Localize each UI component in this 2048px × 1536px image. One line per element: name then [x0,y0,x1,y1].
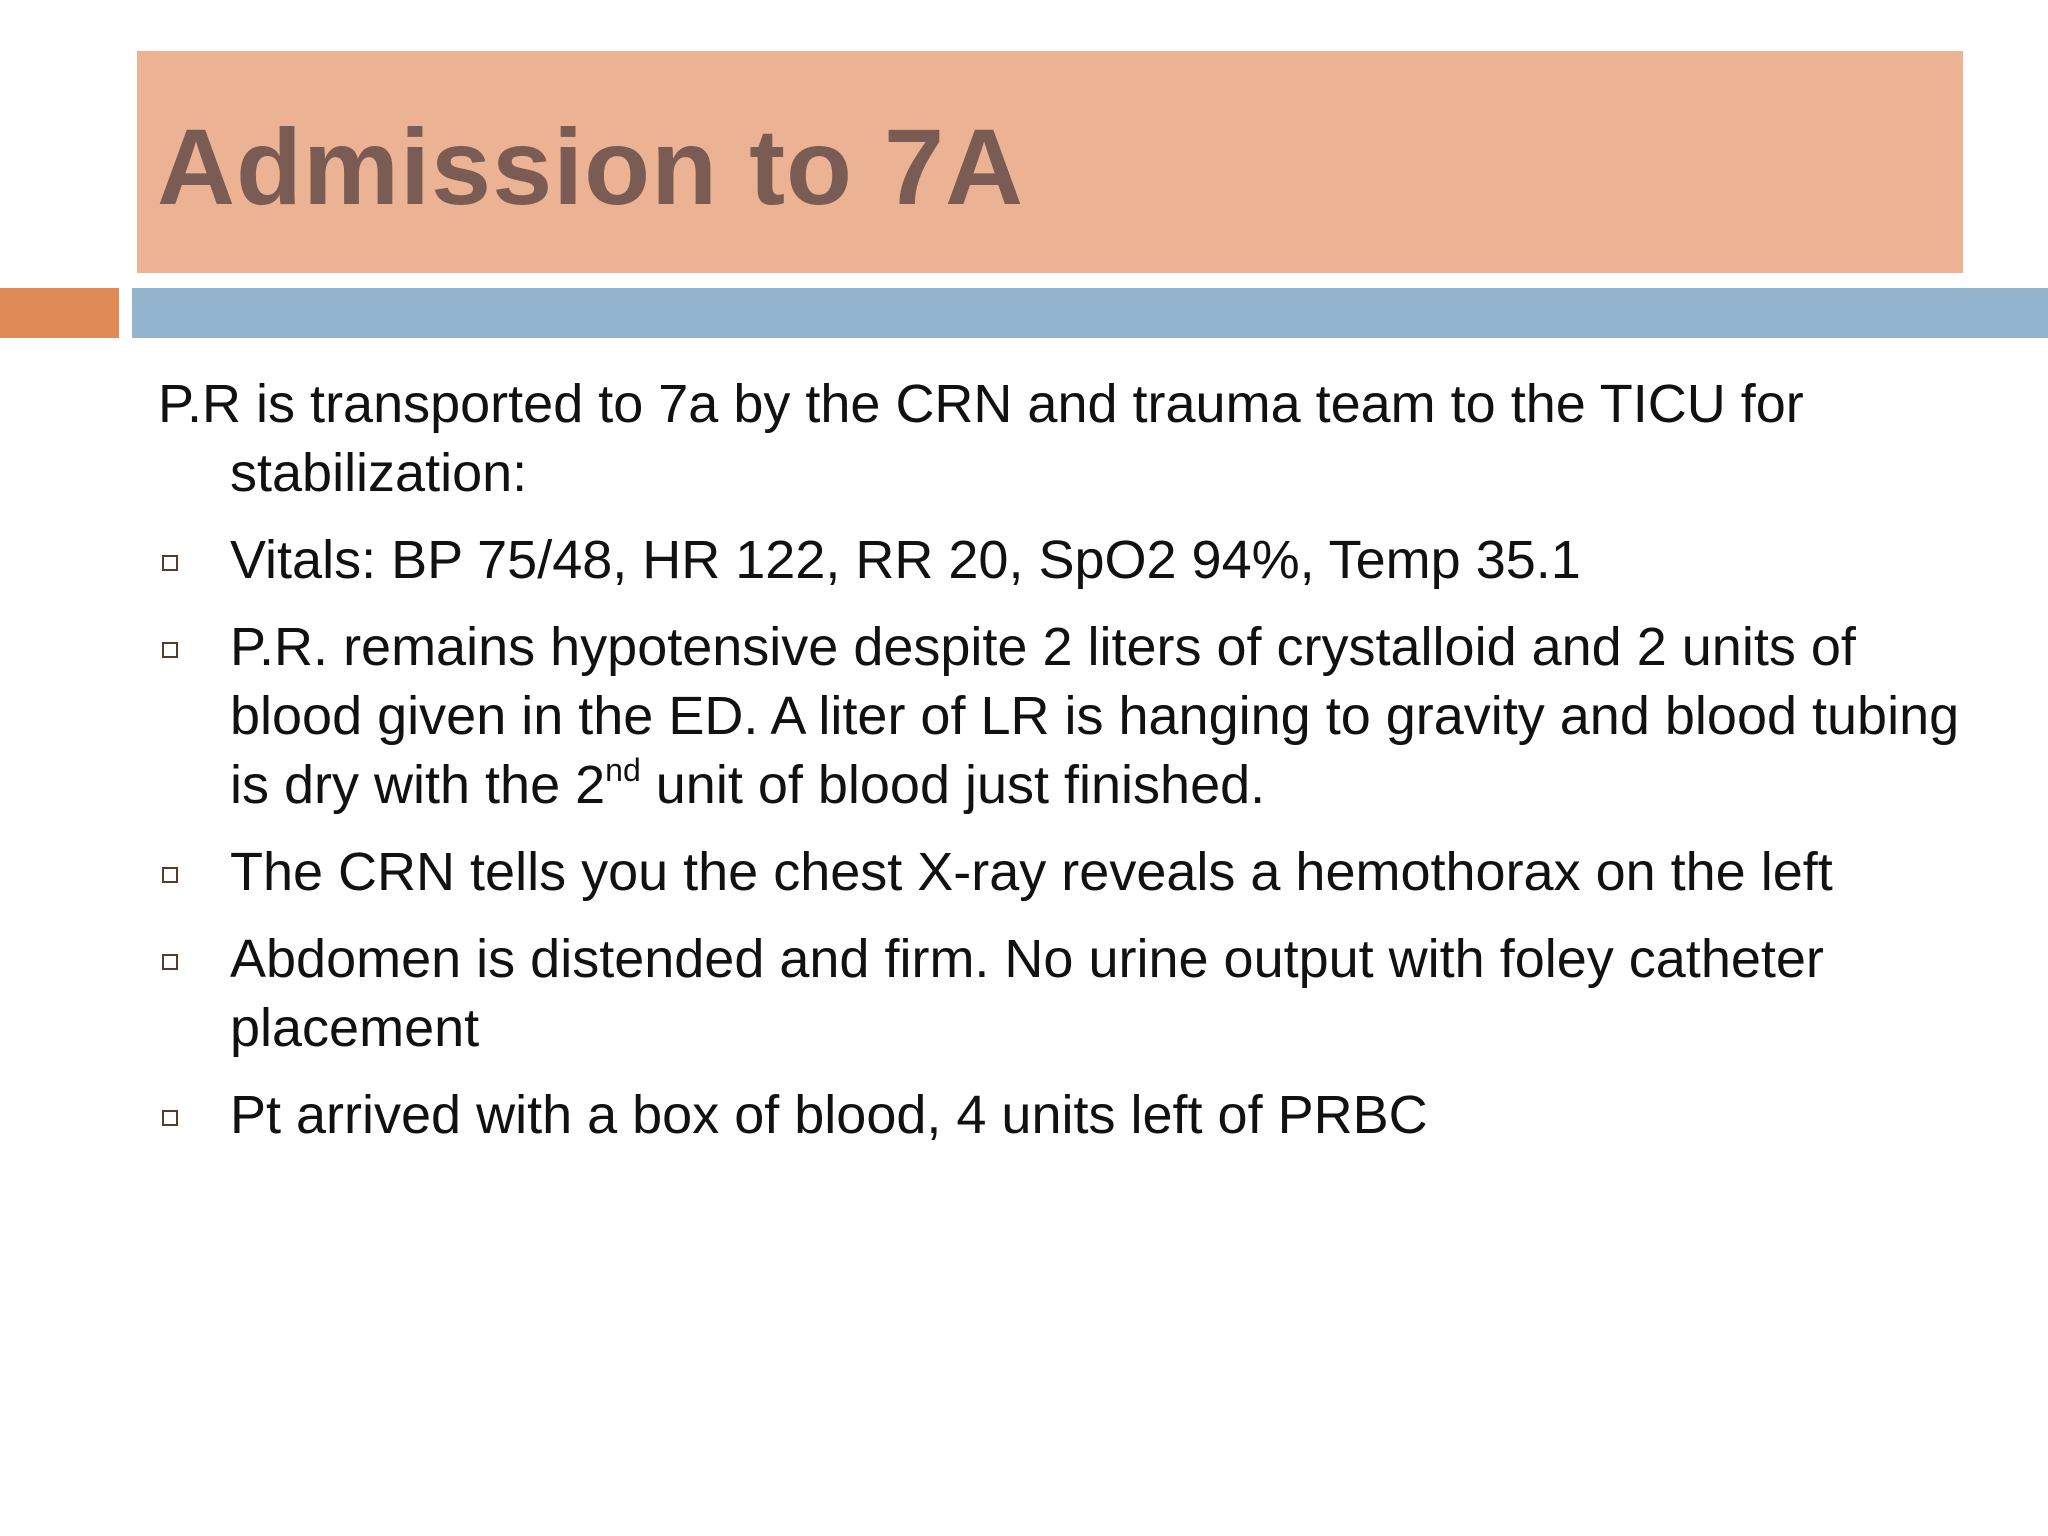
intro-paragraph: P.R is transported to 7a by the CRN and trauma team to the TICU for stabilization: [158,374,1804,503]
bullet-text: P.R. remains hypotensive despite 2 liters of crystalloid and 2 units of blood given in the ED. A liter of LR is hanging to gravity and blood tubing is dry with the 2 [230,617,1960,815]
bullet-item-blood-box [158,1081,1968,1150]
slide-body [158,370,1968,1168]
ordinal-superscript: nd [605,752,641,788]
hollow-square-bullet-icon [162,555,178,571]
accent-bar-blue [132,288,2048,338]
bullet-text: Pt arrived with a box of blood, 4 units left of PRBC [230,1085,1428,1145]
hollow-square-bullet-icon [162,867,178,883]
hollow-square-bullet-icon [162,1110,178,1126]
bullet-text: Abdomen is distended and firm. No urine output with foley catheter placement [230,929,1824,1058]
accent-bar-orange [0,288,119,338]
bullet-item-hypotension [158,613,1968,820]
hollow-square-bullet-icon [162,954,178,970]
hollow-square-bullet-icon [162,642,178,658]
bullet-text: The CRN tells you the chest X-ray reveals a hemothorax on the left [230,842,1833,902]
slide-title: Admission to 7A [157,106,1025,227]
bullet-item-abdomen [158,925,1968,1063]
bullet-item-xray [158,838,1968,907]
bullet-item-vitals [158,526,1968,595]
bullet-text: Vitals: BP 75/48, HR 122, RR 20, SpO2 94%, Temp 35.1 [230,530,1581,590]
title-band [137,51,1963,273]
bullet-text-continued: unit of blood just finished. [640,755,1266,815]
bullet-list [158,526,1968,1150]
